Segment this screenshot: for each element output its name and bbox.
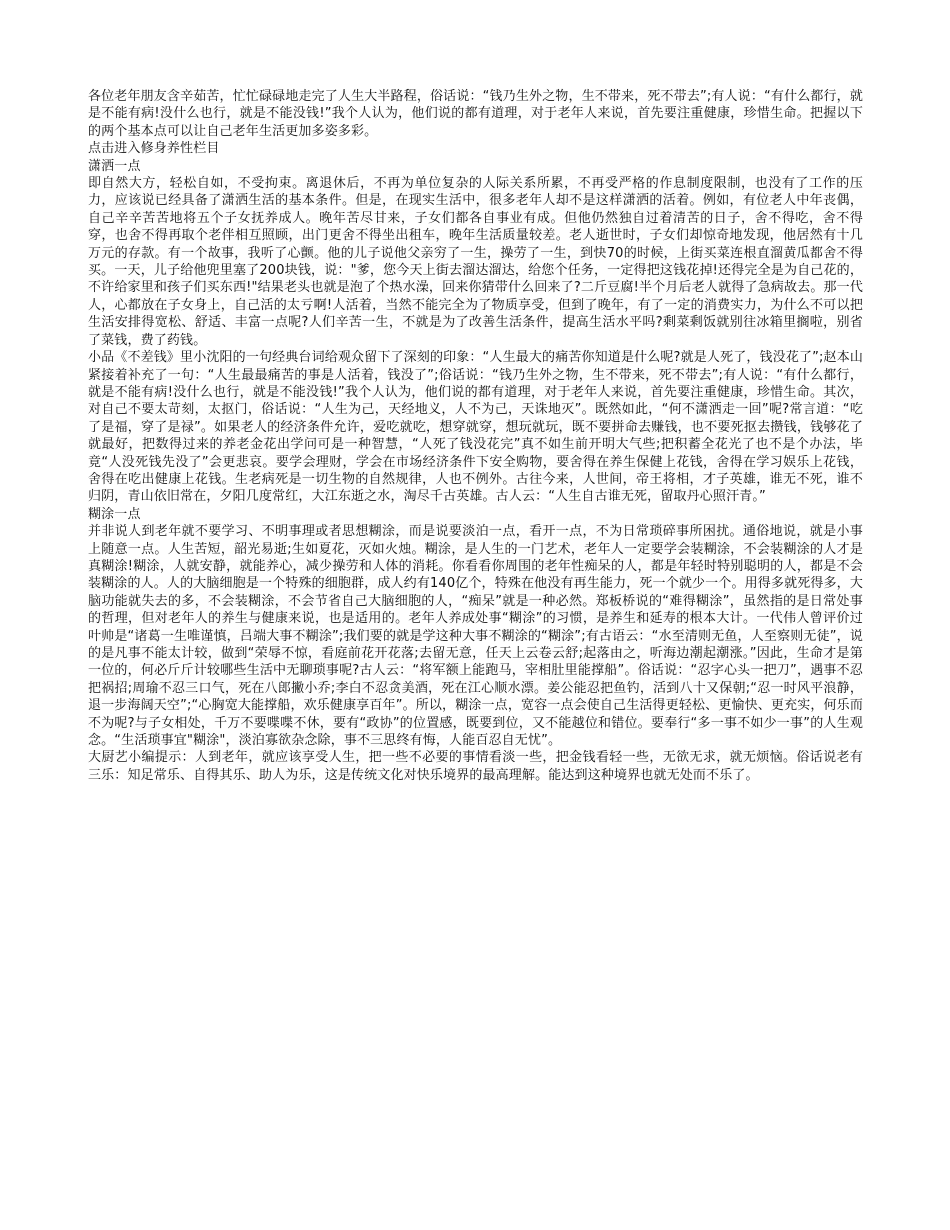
- intro-paragraph: 各位老年朋友含辛茹苦，忙忙碌碌地走完了人生大半路程，俗话说：“钱乃生外之物，生不带来，死不带去”;有人说：“有什么都行，就是不能有病!没什么也行，就是不能没钱!”我个人认为，他们说的都有道理，对于老年人来说，首先要注重健康，珍惜生命。把握以下的两个基本点可以让自己老年生活更加多姿多彩。: [88, 89, 863, 139]
- article-body: [88, 88, 863, 784]
- section-heading-hutu: 糊涂一点: [88, 506, 141, 522]
- column-link[interactable]: 点击进入修身养性栏目: [88, 141, 220, 157]
- section1-paragraph-2: 小品《不差钱》里小沈阳的一句经典台词给观众留下了深刻的印象：“人生最大的痛苦你知道是什么呢?就是人死了，钱没花了”;赵本山紧接着补充了一句：“人生最最痛苦的事是人活着，钱没了”;俗话说：“钱乃生外之物，生不带来，死不带去”;有人说：“有什么都行，就是不能有病!没什么也行，就是不能没钱!”我个人认为，他们说的都有道理，对于老年人来说，首先要注重健康，珍惜生命。其次，对自己不要太苛刻，太抠门，俗话说：“人生为己，天经地义，人不为己，天诛地灭”。既然如此，“何不潇洒走一回”呢?常言道：“吃了是福，穿了是禄”。如果老人的经济条件允许，爱吃就吃，想穿就穿，想玩就玩，既不要拼命去赚钱，也不要死抠去攒钱，钱够花了就最好，把数得过来的养老金花出学问可是一种智慧，“人死了钱没花完”真不如生前开明大气些;把积蓄全花光了也不是个办法，毕竟“人没死钱先没了”会更悲哀。要学会理财，学会在市场经济条件下安全购物，要舍得在养生保健上花钱，舍得在学习娱乐上花钱，舍得在吃出健康上花钱。生老病死是一切生物的自然规律，人也不例外。古往今来，人世间，帝王将相，才子英雄，谁无不死，谁不归阴，青山依旧常在，夕阳几度常红，大江东逝之水，淘尽千古英雄。古人云：“人生自古谁无死，留取丹心照汗青。”: [88, 350, 863, 505]
- editor-note: 大厨艺小编提示：人到老年，就应该享受人生，把一些不必要的事情看淡一些，把金钱看轻一些，无欲无求，就无烦恼。俗话说老有三乐：知足常乐、自得其乐、助人为乐，这是传统文化对快乐境界的最高理解。能达到这种境界也就无处而不乐了。: [88, 750, 863, 783]
- section2-paragraph-1: 并非说人到老年就不要学习、不明事理或者思想糊涂，而是说要淡泊一点，看开一点，不为日常琐碎事所困扰。通俗地说，就是小事上随意一点。人生苦短，韶光易逝;生如夏花，灭如火烛。糊涂，是人生的一门艺术，老年人一定要学会装糊涂，不会装糊涂的人才是真糊涂!糊涂，人就安静，就能养心，减少操劳和人体的消耗。你看看你周围的老年性痴呆的人，都是年轻时特别聪明的人，都是不会装糊涂的人。人的大脑细胞是一个特殊的细胞群，成人约有140亿个，特殊在他没有再生能力，死一个就少一个。用得多就死得多，大脑功能就失去的多，不会装糊涂，不会节省自己大脑细胞的人，“痴呆”就是一种必然。郑板桥说的“难得糊涂”，虽然指的是日常处事的哲理，但对老年人的养生与健康来说，也是适用的。老年人养成处事“糊涂”的习惯，是养生和延寿的根本大计。一代伟人曾评价过叶帅是“诸葛一生唯谨慎，吕端大事不糊涂”;我们要的就是学这种大事不糊涂的“糊涂”;有古语云：“水至清则无鱼，人至察则无徒”，说的是凡事不能太计较，做到“荣辱不惊，看庭前花开花落;去留无意，任天上云卷云舒;起落由之，听海边潮起潮涨。”因此，生命才是第一位的，何必斤斤计较哪些生活中无聊琐事呢?古人云：“将军额上能跑马，宰相肚里能撑船”。俗话说：“忍字心头一把刀”，遇事不忍把祸招;周瑜不忍三口气，死在八郎撇小乔;李白不忍贪美酒，死在江心顺水漂。姜公能忍把鱼钓，活到八十又保朝;“忍一时风平浪静，退一步海阔天空”;“心胸宽大能撑船，欢乐健康享百年”。所以，糊涂一点，宽容一点会使自己生活得更轻松、更愉快、更充实，何乐而不为呢?与子女相处，千万不要喋喋不休，要有“政协”的位置感，既要到位，又不能越位和错位。要奉行“多一事不如少一事”的人生观念。“生活琐事宜"糊涂"，淡泊寡欲杂念除，事不三思终有悔，人能百忍自无忧”。: [88, 524, 863, 749]
- section1-paragraph-1: 即自然大方，轻松自如，不受拘束。离退休后，不再为单位复杂的人际关系所累，不再受严格的作息制度限制，也没有了工作的压力，应该说已经具备了潇洒生活的基本条件。但是，在现实生活中，很多老年人却不是这样潇洒的活着。例如，有位老人中年丧偶，自己辛辛苦苦地将五个子女抚养成人。晚年苦尽甘来，子女们都各自事业有成。但他仍然独自过着清苦的日子，舍不得吃，舍不得穿，也舍不得再取个老伴相互照顾，出门更舍不得坐出租车，晚年生活质量较差。老人逝世时，子女们却惊奇地发现，他居然有十几万元的存款。有一个故事，我听了心颤。他的儿子说他父亲穷了一生，操劳了一生，到快70的时候，上街买菜连根直溜黄瓜都舍不得买。一天，儿子给他兜里塞了200块钱，说："爹，您今天上街去溜达溜达，给您个任务，一定得把这钱花掉!还得完全是为自己花的，不许给家里和孩子们买东西!"结果老头也就是泡了个热水澡，回来你猜带什么回来了?二斤豆腐!半个月后老人就得了急病故去。那一代人，心都放在子女身上，自己活的太亏啊!人活着，当然不能完全为了物质享受，但到了晚年，有了一定的消费实力，为什么不可以把生活安排得宽松、舒适、丰富一点呢?人们辛苦一生，不就是为了改善生活条件，提高生活水平吗?剩菜剩饭就别往冰箱里搁啦，别省了菜钱，费了药钱。: [88, 176, 863, 348]
- section-heading-xiaosa: 潇洒一点: [88, 158, 141, 174]
